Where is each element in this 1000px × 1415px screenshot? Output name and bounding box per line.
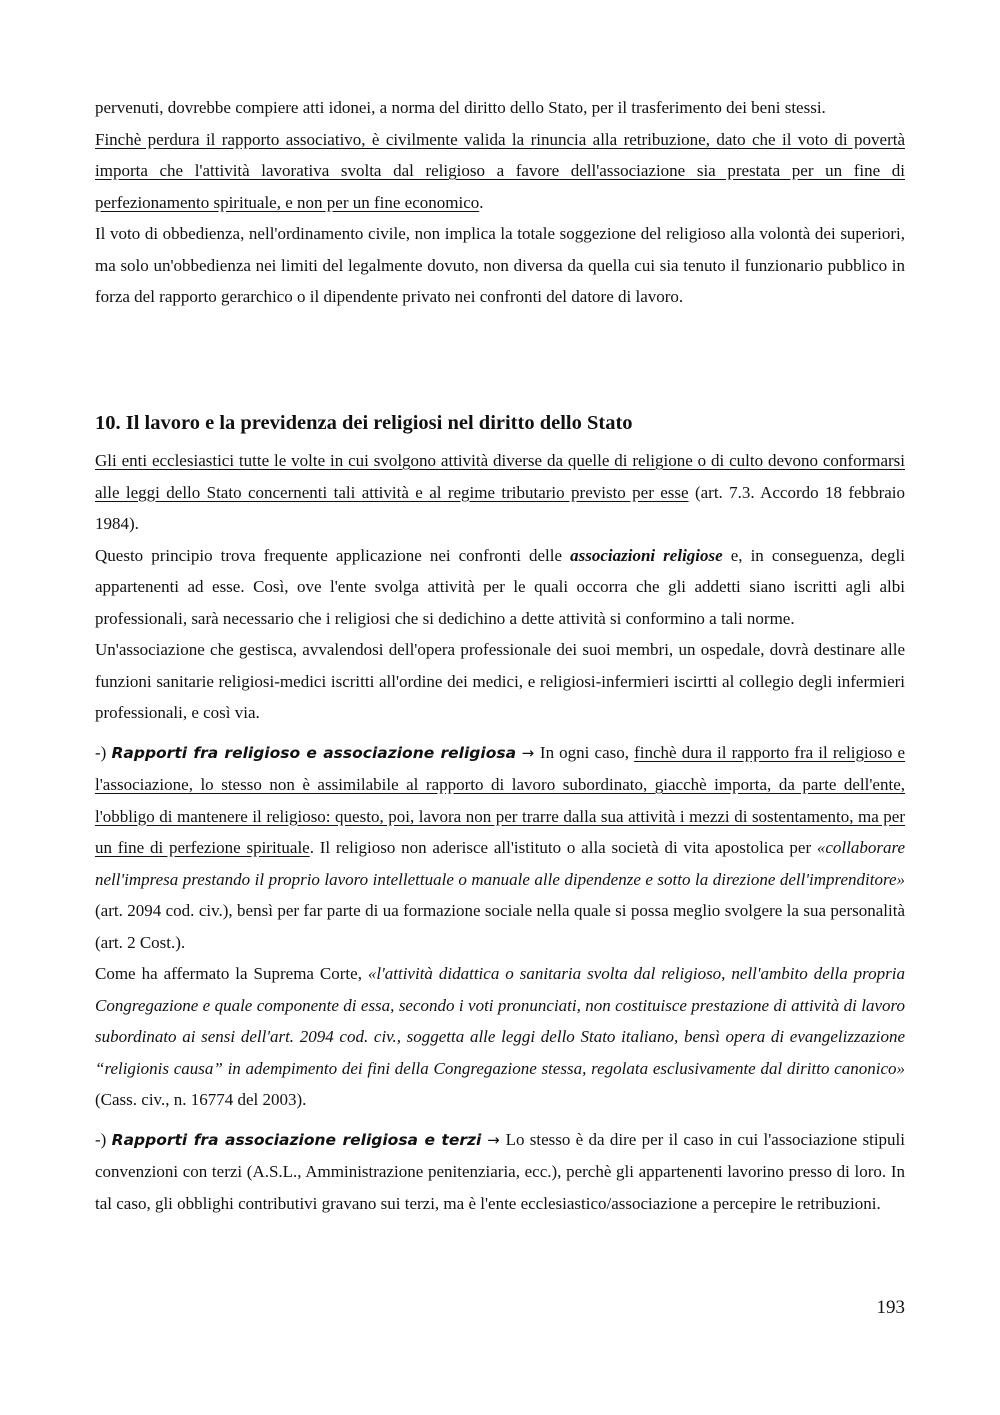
emphasis-term: associazioni religiose xyxy=(570,545,723,565)
spacer xyxy=(95,1116,905,1124)
paragraph-principle xyxy=(95,540,905,635)
list-prefix: -) xyxy=(95,1129,112,1149)
text-span: Lo stesso è da dire per il caso in cui l'associazione stipuli convenzioni con terzi (A.S.L., Amministrazione penitenziaria, ecc.), perchè gli appartenenti lavorino presso di loro. In tal caso, gli obblighi contributivi gravano sui terzi, ma è l'ente ecclesiastico/associazione a percepire le retribuzioni. xyxy=(95,1129,905,1213)
paragraph-ecclesiastical-entities xyxy=(95,445,905,540)
arrow-icon: → xyxy=(516,743,540,762)
arrow-icon: → xyxy=(481,1130,506,1149)
spacer xyxy=(95,729,905,737)
underlined-text: Gli enti ecclesiastici tutte le volte in cui svolgono attività diverse da quelle di religione o di culto devono conformarsi alle leggi dello Stato concernenti tali attività e al regime tributario previsto per esse xyxy=(95,451,905,502)
previous-section-continuation xyxy=(95,92,905,313)
text-span: Questo principio trova frequente applicazione nei confronti delle xyxy=(95,545,571,565)
section-heading: 10. Il lavoro e la previdenza dei religiosi nel diritto dello Stato xyxy=(95,412,633,434)
paragraph-obedience: Il voto di obbedienza, nell'ordinamento civile, non implica la totale soggezione del religioso alla volontà dei superiori, ma solo un'obbedienza nei limiti del legalmente dovuto, non diversa da quella cui sia tenuto il funzionario pubblico in forza del rapporto gerarchico o il dipendente privato nei confronti del datore di lavoro. xyxy=(95,224,905,306)
paragraph-retribution xyxy=(95,124,905,219)
text-span: In ogni caso, xyxy=(539,742,635,762)
punctuation: . xyxy=(479,192,484,212)
text-span: (art. 2094 cod. civ.), bensì per far parte di ua formazione sociale nella quale si possa meglio svolgere la sua personalità (art. 2 Cost.). xyxy=(95,901,905,952)
item-title: Rapporti fra religioso e associazione religiosa xyxy=(111,743,517,762)
list-prefix: -) xyxy=(95,742,112,762)
section-10-body xyxy=(95,445,905,1219)
citation-text: (art. 7.3. Accordo 18 febbraio 1984). xyxy=(95,482,905,533)
quoted-text: «collaborare nell'impresa prestando il proprio lavoro intellettuale o manuale alle dipendenze e sotto la direzione dell'imprenditore» xyxy=(95,838,906,889)
item-religious-association xyxy=(95,737,905,959)
paragraph-hospital-example: Un'associazione che gestisca, avvalendosi dell'opera professionale dei suoi membri, un ospedale, dovrà destinare alle funzioni sanitarie religiosi-medici iscritti all'ordine dei medici, e religiosi-infermieri iscirtti al collegio degli infermieri professionali, e così via. xyxy=(95,640,905,722)
text-span: e, in conseguenza, degli appartenenti ad esse. Così, ove l'ente svolga attività per le quali occorra che gli addetti siano iscritti agli albi professionali, sarà necessario che i religiosi che si dedichino a dette attività si conformino a tali norme. xyxy=(95,545,905,628)
paragraph-transfer: pervenuti, dovrebbe compiere atti idonei, a norma del diritto dello Stato, per il trasferimento dei beni stessi. xyxy=(95,98,826,117)
citation-text: (Cass. civ., n. 16774 del 2003). xyxy=(95,1090,307,1109)
text-span: Come ha affermato la Suprema Corte, xyxy=(95,964,368,983)
item-association-third-parties xyxy=(95,1124,905,1220)
text-span: . Il religioso non aderisce all'istituto o alla società di vita apostolica per xyxy=(309,838,817,857)
paragraph-supreme-court xyxy=(95,958,905,1116)
page-number: 193 xyxy=(876,1297,905,1318)
item-title: Rapporti fra associazione religiosa e terzi xyxy=(111,1130,482,1149)
underlined-text: finchè dura il rapporto fra il religioso e l'associazione, lo stesso non è assimilabile al rapporto di lavoro subordinato, giacchè importa, da parte dell'ente, l'obbligo di mantenere il religioso: questo, poi, lavora non per trarre dalla sua attività i mezzi di sostentamento, ma per un fine di perfezione spirituale xyxy=(95,742,906,857)
quoted-text: «l'attività didattica o sanitaria svolta dal religioso, nell'ambito della propria Congregazione e quale componente di essa, secondo i voti pronunciati, non costituisce prestazione di attività di lavoro subordinato ai sensi dell'art. 2094 cod. civ., soggetta alle leggi dello Stato italiano, bensì opera di evangelizzazione “religionis causa” in adempimento dei fini della Congregazione stessa, regolata esclusivamente dal diritto canonico» xyxy=(95,964,905,1078)
underlined-text: Finchè perdura il rapporto associativo, è civilmente valida la rinuncia alla retribuzione, dato che il voto di povertà importa che l'attività lavorativa svolta dal religioso a favore dell'associazione sia prestata per un fine di perfezionamento spirituale, e non per un fine economico xyxy=(95,129,905,212)
